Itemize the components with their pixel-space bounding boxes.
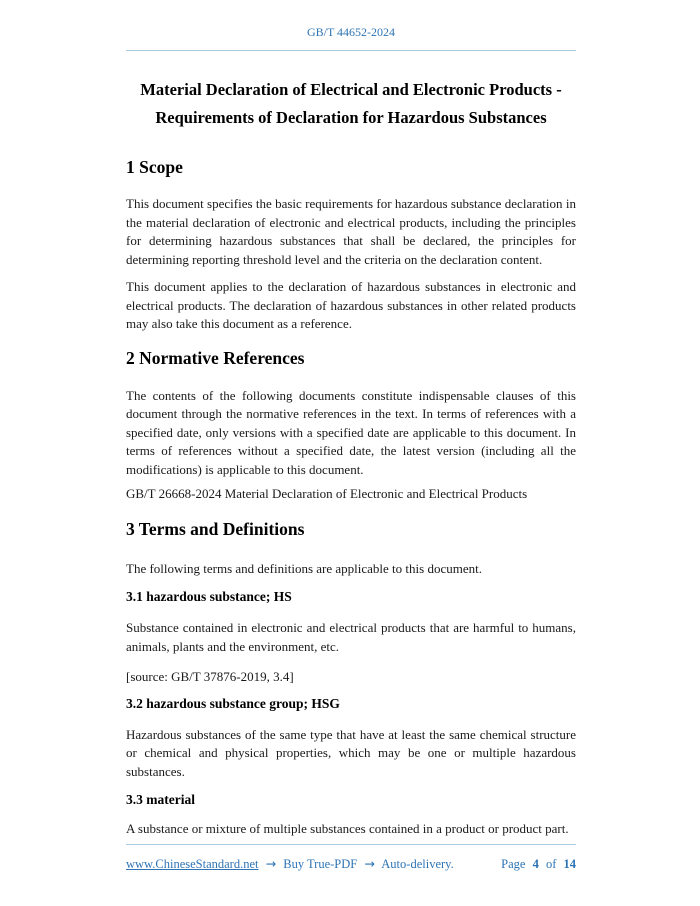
term-definition-hazardous-substance-group: Hazardous substances of the same type that have at least the same chemical structure or chemical and physical properties, which may be one or multiple hazardous substances. bbox=[126, 726, 576, 779]
footer-action-auto-delivery: Auto-delivery. bbox=[381, 857, 454, 871]
header-doc-number: GB/T 44652-2024 bbox=[306, 25, 396, 39]
section-heading-normative-references: 2 Normative References bbox=[126, 347, 305, 368]
normative-references-paragraph: The contents of the following documents constitute indispensable clauses of this document through the normative references in the text. In terms of references with a specified date, only versions with a specified date are applicable to this document. In terms of references without a specified date, the latest version (including all the modifications) is applicable to this document. bbox=[126, 387, 576, 477]
footer-action-buy-pdf: Buy True-PDF bbox=[283, 857, 358, 871]
term-definition-hazardous-substance: Substance contained in electronic and electrical products that are harmful to humans, animals, plants and the environment, etc. bbox=[126, 620, 576, 654]
scope-paragraph-2: This document applies to the declaration of hazardous substances in electronic and electrical products. The declaration of hazardous substances in other related products may also take this document as a reference. bbox=[126, 279, 576, 331]
header-rule bbox=[126, 50, 576, 51]
section-heading-terms-and-definitions: 3 Terms and Definitions bbox=[126, 518, 305, 539]
arrow-right-icon: → bbox=[364, 856, 375, 871]
document-title bbox=[126, 79, 576, 128]
section-heading-scope: 1 Scope bbox=[126, 157, 183, 177]
footer-rule bbox=[126, 844, 576, 845]
term-label-hazardous-substance: 3.1 hazardous substance; HS bbox=[126, 589, 292, 604]
arrow-right-icon: → bbox=[265, 856, 277, 871]
document-title-line2: Requirements of Declaration for Hazardous Substances bbox=[155, 108, 547, 127]
footer-page-current: 4 bbox=[532, 857, 539, 871]
term-label-material: 3.3 material bbox=[126, 792, 195, 807]
footer-page-indicator bbox=[497, 856, 576, 872]
footer-page-label: Page bbox=[501, 857, 526, 871]
document-title-line1: Material Declaration of Electrical and Electronic Products - bbox=[140, 80, 562, 99]
footer-of-label: of bbox=[545, 857, 557, 871]
term-source-reference: [source: GB/T 37876-2019, 3.4] bbox=[126, 669, 294, 684]
normative-reference-item: GB/T 26668-2024 Material Declaration of Electronic and Electrical Products bbox=[126, 486, 528, 501]
term-label-hazardous-substance-group: 3.2 hazardous substance group; HSG bbox=[126, 695, 340, 711]
terms-intro: The following terms and definitions are applicable to this document. bbox=[126, 560, 482, 576]
footer-page-total: 14 bbox=[563, 857, 576, 871]
page-footer bbox=[126, 836, 576, 872]
scope-paragraph-1: This document specifies the basic requirements for hazardous substance declaration in the material declaration of electronic and electrical products, including the principles for determining hazardous substances that shall be declared, the principles for determining reporting threshold level and the criteria on the declaration content. bbox=[126, 196, 576, 267]
footer-website-link[interactable]: www.ChineseStandard.net bbox=[126, 857, 259, 871]
term-definition-material: A substance or mixture of multiple substances contained in a product or product part. bbox=[126, 821, 569, 836]
footer-promo bbox=[126, 856, 458, 872]
